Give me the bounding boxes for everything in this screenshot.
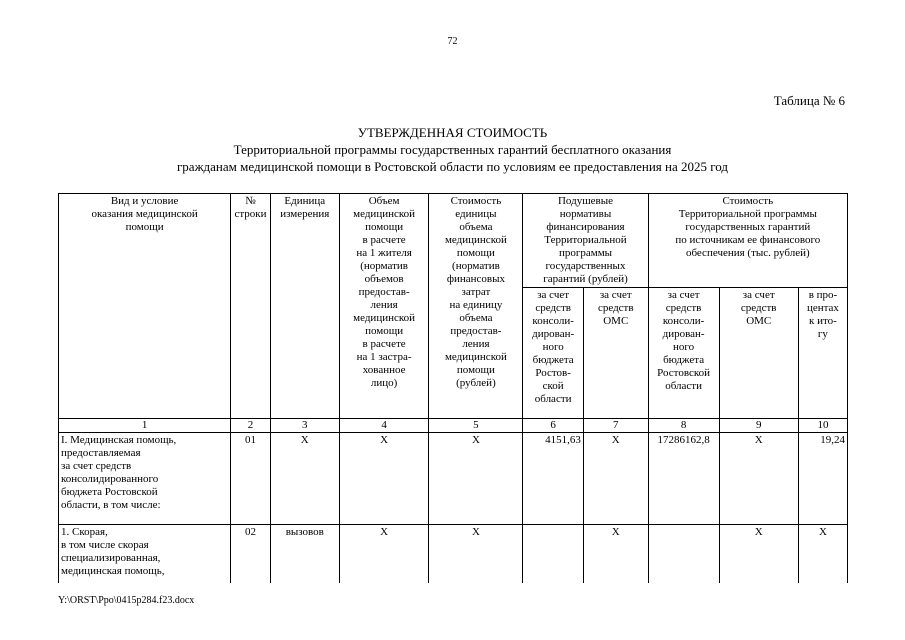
heading-subtitle-line-2: гражданам медицинской помощи в Ростовской области по условиям ее предоставления на 2025 год bbox=[176, 159, 729, 174]
table-label: Таблица № 6 bbox=[773, 93, 845, 108]
row-line-number: 02 bbox=[231, 525, 271, 584]
row-cost-budget bbox=[648, 525, 719, 584]
row-cost-percent: 19,24 bbox=[798, 433, 847, 525]
header-cost-budget: за счет средств консоли- дирован- ного бюджета Ростовской области bbox=[648, 288, 719, 419]
row-unit: X bbox=[270, 433, 339, 525]
column-number: 7 bbox=[583, 419, 648, 433]
page-number: 72 bbox=[447, 36, 458, 47]
row-volume: X bbox=[339, 433, 429, 525]
header-cost-percent: в про- центах к ито- гу bbox=[798, 288, 847, 419]
row-unit: вызовов bbox=[270, 525, 339, 584]
row-name: I. Медицинская помощь, предоставляемая за счет средств консолидированного бюджета Ростовской области, в том числе: bbox=[59, 433, 231, 525]
table-row bbox=[59, 525, 848, 584]
column-number-row bbox=[59, 419, 848, 433]
header-unit: Единица измерения bbox=[270, 194, 339, 419]
header-row-1 bbox=[59, 194, 848, 288]
header-kind-of-care: Вид и условие оказания медицинской помощи bbox=[59, 194, 231, 419]
row-normative-budget: 4151,63 bbox=[523, 433, 584, 525]
header-normative-budget: за счет средств консоли- дирован- ного бюджета Ростов- ской области bbox=[523, 288, 584, 419]
row-cost-percent: X bbox=[798, 525, 847, 584]
header-group-normative: Подушевые нормативы финансирования Территориальной программы государственных гарантий (рублей) bbox=[523, 194, 648, 288]
row-name: 1. Скорая, в том числе скорая специализированная, медицинская помощь, bbox=[59, 525, 231, 584]
row-normative-budget bbox=[523, 525, 584, 584]
column-number: 9 bbox=[719, 419, 798, 433]
row-unit-cost: X bbox=[429, 433, 523, 525]
header-line-number: № строки bbox=[231, 194, 271, 419]
heading-title: УТВЕРЖДЕННАЯ СТОИМОСТЬ bbox=[357, 125, 548, 140]
header-normative-oms: за счет средств ОМС bbox=[583, 288, 648, 419]
row-line-number: 01 bbox=[231, 433, 271, 525]
column-number: 8 bbox=[648, 419, 719, 433]
row-unit-cost: X bbox=[429, 525, 523, 584]
document-heading bbox=[0, 124, 905, 175]
column-number: 4 bbox=[339, 419, 429, 433]
header-volume: Объем медицинской помощи в расчете на 1 жителя (норматив объемов предостав- ления медицинской помощи в расчете на 1 застра- хованное лицо) bbox=[339, 194, 429, 419]
column-number: 3 bbox=[270, 419, 339, 433]
header-group-cost: Стоимость Территориальной программы государственных гарантий по источникам ее финансового обеспечения (тыс. рублей) bbox=[648, 194, 847, 288]
column-number: 1 bbox=[59, 419, 231, 433]
row-normative-oms: X bbox=[583, 525, 648, 584]
column-number: 2 bbox=[231, 419, 271, 433]
row-volume: X bbox=[339, 525, 429, 584]
row-cost-oms: X bbox=[719, 525, 798, 584]
column-number: 5 bbox=[429, 419, 523, 433]
row-cost-oms: X bbox=[719, 433, 798, 525]
cost-table bbox=[58, 193, 848, 583]
column-number: 6 bbox=[523, 419, 584, 433]
footer-file-path: Y:\ORST\Ppo\0415p284.f23.docx bbox=[58, 595, 195, 606]
heading-subtitle-line-1: Территориальной программы государственных гарантий бесплатного оказания bbox=[233, 142, 672, 157]
header-cost-oms: за счет средств ОМС bbox=[719, 288, 798, 419]
column-number: 10 bbox=[798, 419, 847, 433]
table-row bbox=[59, 433, 848, 525]
header-unit-cost: Стоимость единицы объема медицинской помощи (норматив финансовых затрат на единицу объема предостав- ления медицинской помощи (рублей) bbox=[429, 194, 523, 419]
row-cost-budget: 17286162,8 bbox=[648, 433, 719, 525]
row-normative-oms: X bbox=[583, 433, 648, 525]
